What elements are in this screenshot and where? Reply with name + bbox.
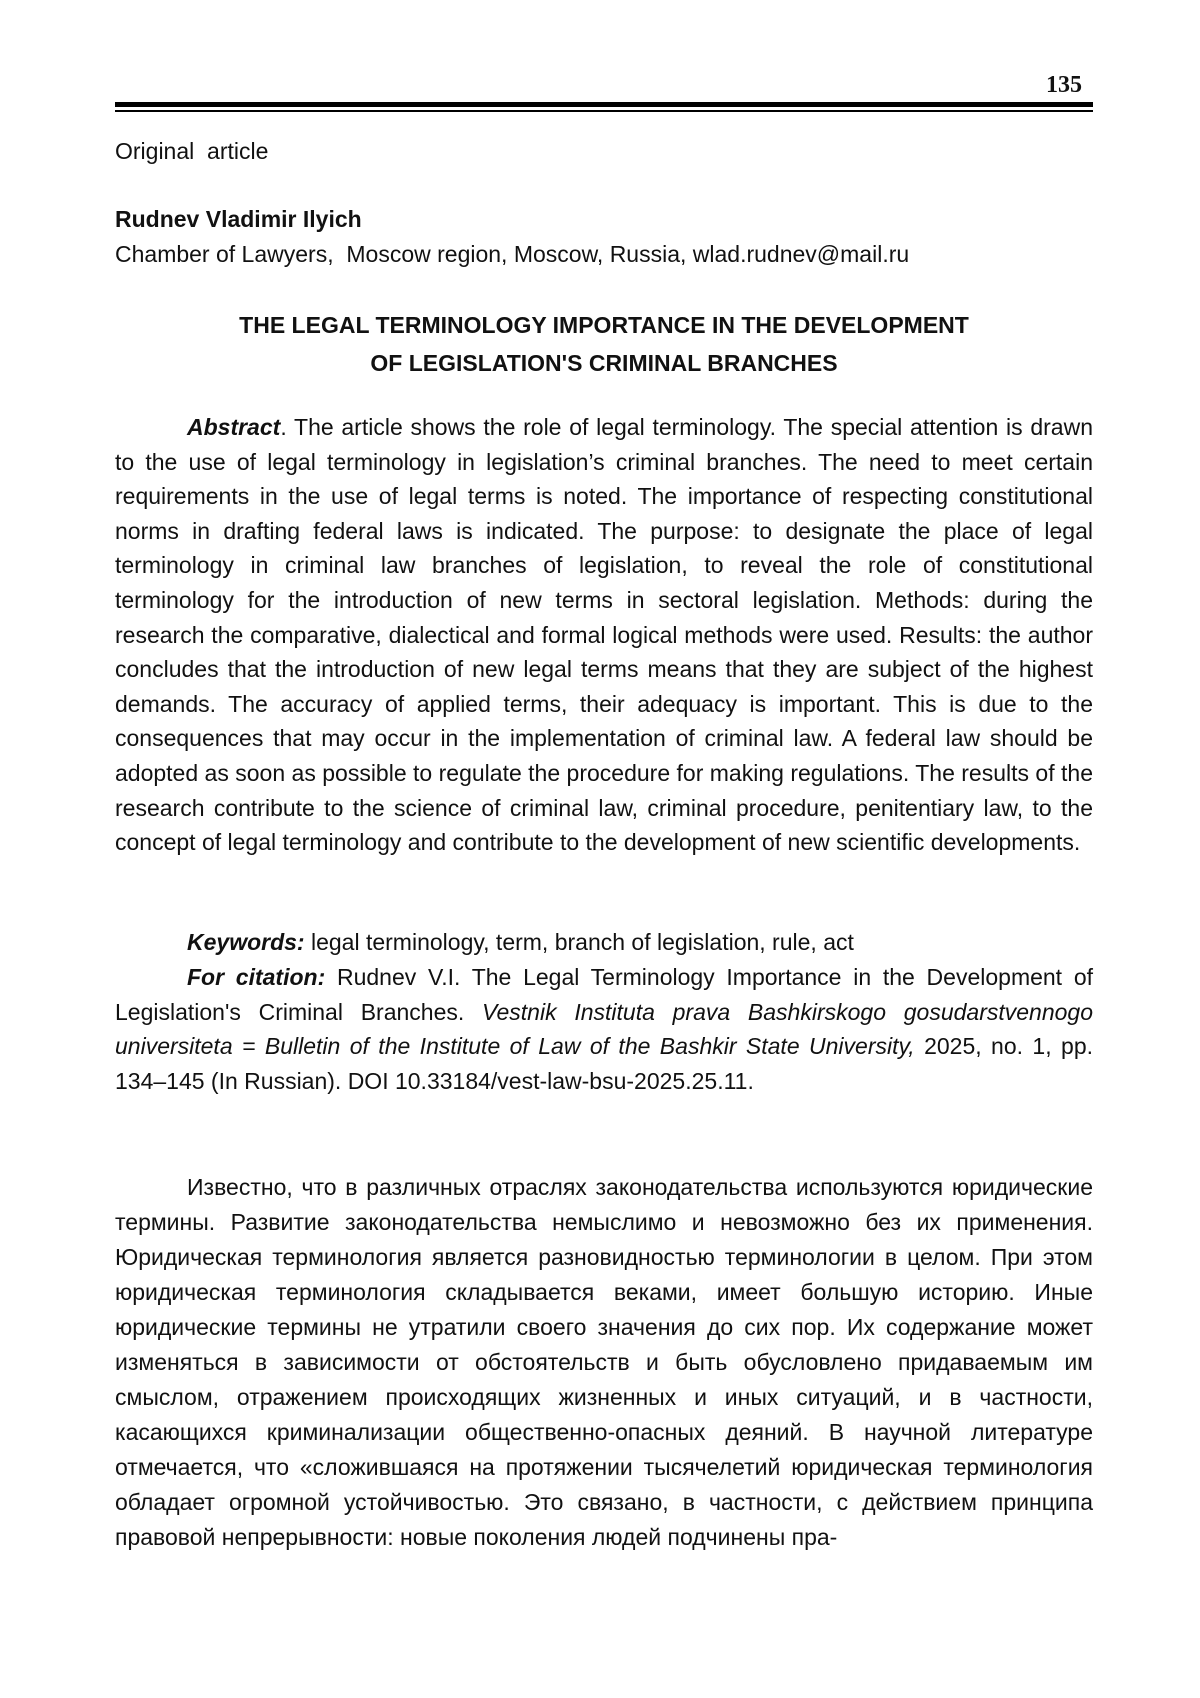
affiliation-text: Chamber of Lawyers, Moscow region, Moscow, Russia: [115, 241, 680, 267]
abstract-label: Abstract: [187, 414, 281, 440]
page-number: 135: [1046, 72, 1082, 98]
author-name: Rudnev Vladimir Ilyich: [115, 206, 362, 232]
citation-text-1: Rudnev V.I. The Legal Terminology Importance in the Development of Legislation's Criminal Branches.: [115, 964, 1093, 1025]
citation-label: For citation:: [187, 964, 326, 990]
title-line-1: THE LEGAL TERMINOLOGY IMPORTANCE IN THE DEVELOPMENT: [239, 312, 969, 338]
affiliation-separator: ,: [680, 241, 693, 267]
header-rule-thick: [115, 102, 1093, 107]
article-type: Original article: [115, 138, 269, 164]
citation-journal: Vestnik Instituta prava Bashkirskogo gosudarstvennogo universiteta = Bulletin of the Institute of Law of the Bashkir State University,: [115, 998, 1093, 1060]
article-title: [115, 306, 1093, 382]
header-rule-thin: [115, 110, 1093, 112]
citation-text-2: 2025, no. 1, pp. 134–145 (In Russian). DOI 10.33184/vest-law-bsu-2025.25.11.: [115, 1033, 1093, 1094]
citation-paragraph: [115, 960, 1093, 1098]
keywords-paragraph: [115, 925, 1093, 960]
abstract-paragraph: [115, 410, 1093, 860]
body-paragraph: Известно, что в различных отраслях законодательства используются юридические термины. Развитие законодательства немыслимо и невозможно без их применения. Юридическая терминология является разновидностью терминологии в целом. При этом юридическая терминология складывается веками, имеет большую историю. Иные юридические термины не утратили своего значения до сих пор. Их содержание может изменяться в зависимости от обстоятельств и быть обусловлено придаваемым им смыслом, отражением происходящих жизненных и иных ситуаций, и в частности, касающихся криминализации общественно-опасных деяний. В научной литературе отмечается, что «сложившаяся на протяжении тысячелетий юридическая терминология обладает огромной устойчивостью. Это связано, в частности, с действием принципа правовой непрерывности: новые поколения людей подчинены пра-: [115, 1174, 1093, 1550]
keywords-text: legal terminology, term, branch of legislation, rule, act: [304, 929, 854, 955]
affiliation: [115, 237, 1093, 272]
abstract-text: . The article shows the role of legal terminology. The special attention is drawn to the use of legal terminology in legislation’s criminal branches. The need to meet certain requirements in the use of legal terms is noted. The importance of respecting constitutional norms in drafting federal laws is indicated. The purpose: to designate the place of legal terminology in criminal law branches of legislation, to reveal the role of constitutional terminology for the introduction of new terms in sectoral legislation. Methods: during the research the comparative, dialectical and formal logical methods were used. Results: the author concludes that the introduction of new legal terms means that they are subject of the highest demands. The accuracy of applied terms, their adequacy is important. This is due to the consequences that may occur in the implementation of criminal law. A federal law should be adopted as soon as possible to regulate the procedure for making regulations. The results of the research contribute to the science of criminal law, criminal procedure, penitentiary law, to the concept of legal terminology and contribute to the development of new scientific developments.: [115, 414, 1093, 856]
title-line-2: OF LEGISLATION'S CRIMINAL BRANCHES: [370, 350, 838, 376]
keywords-label: Keywords:: [187, 929, 305, 955]
author-email: wlad.rudnev@mail.ru: [692, 241, 910, 267]
